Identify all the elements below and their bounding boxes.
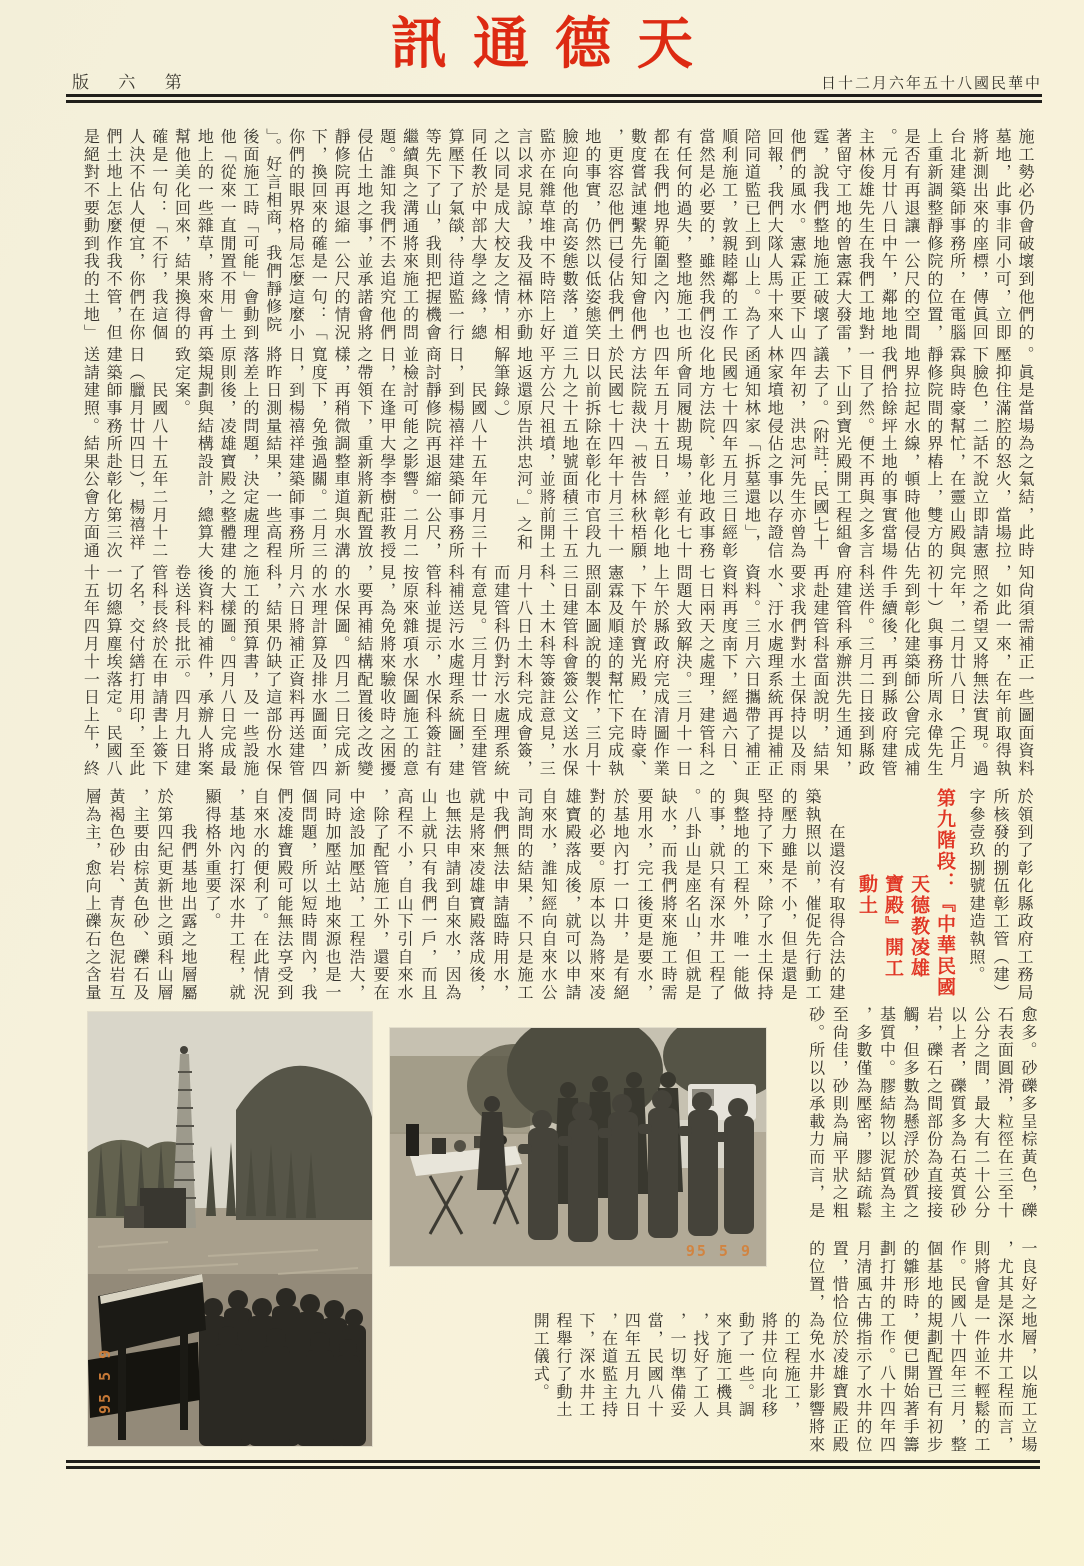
article-band-4: [76, 788, 1036, 1002]
left-photo-illustration: [88, 1012, 372, 1446]
right-photo-ceremony-prayer: [390, 1028, 766, 1266]
right-photo-illustration: [390, 1028, 766, 1266]
right-column-block-2: [804, 1240, 1040, 1454]
article-band-1: [76, 128, 1036, 342]
page-number-label: 版 六 第: [72, 73, 194, 93]
section-heading-line: 寶殿』開工: [882, 874, 904, 979]
photo-date-stamp: 95 5 9: [685, 1242, 752, 1260]
tree-mass: [236, 1066, 372, 1220]
article-band-2: [76, 346, 1036, 560]
paragraph: 一良好之地層，以施工立場，尤其是深水井工程而言，則將會是一件並不輕鬆的工作。民國八十四年三月，整個基地的規劃配置已有初步的雛形時，便已開始著手籌劃打井的工作。八十四年四月清風古佛指示了水井的位置，惜恰位於凌雄寶殿正殿的位置，為免水井影響將來: [806, 1240, 1038, 1454]
photo-date-stamp: 95 5 9: [96, 1347, 114, 1414]
paragraph: 民國八十五年元月三十日，到楊禧祥建築師事務所商討靜修院再退縮一公尺，並檢討可能之影響。二月二日，在逢甲大學李樹莊教授之帶領下，重新將新配置放樣，再稍微調整車道與水溝寬度下，免強過關。二月三日，到楊禧祥建築師事務所將昨日測量結果，一些高程落差上的問題，決定處理之原則後，凌雄寶殿之整體建築規劃與結構設計，總算大致定案。: [172, 346, 488, 560]
issue-date-label: 日十二月六年五十八國民華中: [820, 74, 1042, 92]
paragraph: 於領到了彰化縣政府工務局所核發的捌伍彰工管（建）字參壹玖捌號建造執照。: [967, 788, 1034, 1002]
paragraph: 愈多。砂礫多呈棕黃色，礫石表面圓滑，粒徑在三至十公分之間，最大有二十公分以上者，礫質多為石英質砂岩，礫石之間部份為直接接觸，但多數為懸浮於砂質之基質中。膠結物以泥質為主，多數僅為壓密，膠結疏鬆至尙佳，砂則為扁平狀之粗砂。所以以承載力而言，是: [806, 1006, 1038, 1220]
footer-divider-rule: [66, 1460, 1040, 1469]
paragraph: 施工勢必仍會破壞到他們的墓地，此事非同小可，立即將新測出來的座標，傳眞回台北建築師事務所，在電腦上重新調整靜修院的位置，是否有再退讓一公尺的空間。元月廿八日中午，鄰地地主林俊雄先生在我們工地對著留守工地的曾憲霖大發雷霆，說我們整地施工破壞了他們的風水。憲霖正要下山回報，我們大隊人馬十來人陪同道監已上到山上。為了順利施工，敦親睦鄰的工作當然是必要的，雖然我們沒有任何的過失，整地施工也都在我們地界範圍之內，也數度嘗試連繫先行知會他們，更容忍他們已侵佔我們土地的事實，仍然以低姿態笑臉迎向他的高姿態數落，道監亦在雜草堆中不時陪上好言以求見諒，我及福林亦動之以同是成大校友之情，相同任教於中部大學之緣，總算壓下了氣燄，待道監一行等先下了山，我則把握機會繼續與之溝通將來施工的問題。誰知我們不去追究他們侵佔土地之事，並承諾會將靜修院再退縮一公尺的情況下，換回來的確是一句：「你們的眼界格局怎麼這麼小」。好言相商，我們靜修院後面施工時「可能」會動到他「從來一直閒置不用」土地上的一些雜草，將來會再幫他美化回來，結果換得的確是一句：「不行，我這個人決不佔人便宜，你們在你們土地上怎麼作我不管，但是絕對不要動到我的土地」: [81, 128, 1035, 342]
left-photo-groundbreaking-site: [88, 1012, 372, 1446]
paragraph: 。眞是當場為之氣結，此時壓抑住滿腔的怒火，當場拉下臉色，二話不說立即請憲霖與時豪幫忙，在靈山殿與靜修院間的界樁上，雙方的地界拉起水線，頓時他侵佔我們拾餘坪土地的事實當場一目了然。便不再與之多言，下山到寶光殿開工程組會議去了。（附註：民國七十四年初，洪忠河先生亦曾為林家墳地侵佔之事以存證信函通知林家「拆墓還地」，民國七十四年五月三日經彰化地方法院、彰化地政事務所會同履勘現場，並有七十四年五月十五日，經彰化地方法院裁決「被告林秋梧願於民國七十四年十月三十一日以前拆除在彰化市官段九三九之十五地號面積三十五平方公尺祖墳，並將前開土地返還原告洪忠河。」之和解筆錄。）: [491, 346, 1035, 560]
section-heading-line: 動土: [856, 874, 878, 916]
header-divider-rule: [66, 94, 1042, 103]
section-heading-stage-nine: [854, 788, 958, 1002]
newspaper-title: 訊通德天: [391, 11, 719, 77]
paragraph: 知尙須需補正一些圖面資料，如此一來，在年前取得執照之希望又將無法實現。過完年，二月廿八日，（正月初十）與事務所周永偉先生先到彰化建築師公會完成補件手續後，再到縣政府建管科送件。三月二日接到縣政府建管科承辦洪先生通知，再赴建管科當面說明，結果要求我們對水土保持以及雨水、汙水處理系統再提補正資料。三月六日攜帶了補正資料再度南下，經過六日、七日兩天之處理，建管科之問題大致解決。三月十一日上午於縣政府完成清圖作業，下午於寶光殿，在時豪、憲霖及順達的幫忙下完成執照副本圖說的製作，三月十三日建管科會簽公文送水保科、土木科等簽註意見，三月十八日土木科完成會簽，而建管科仍對污水處理系統有意見。三月廿一日至建管科補送污水處理系統圖，建管科並提示，水保科簽註有按原來雜項水保圖施工的意見，為免將來驗收時之困擾，要再補結構配置後之改變的水保圖。四月二日完成新的水理計算及排水圖面，四月六日將補正資料再送建管科，結果仍缺了這部份水保施工的預算書，及一些設施的大樣圖。四月八日完成最後資料的補件，承辦人將案卷送科長批示。四月九日建管科長終於在申請書上簽下了名，交付繕打用印，至此一切總算塵埃落定。民國八十五年四月十一日上午，終: [81, 564, 1035, 778]
below-photo-text-block: [528, 1312, 802, 1422]
article-band-3: [76, 564, 1036, 778]
paragraph: 的工程施工，將井位向北移動了一些。調來了施工機具，找好了工人，一切準備妥當，民國八十四年五月九日，在道監主持下，深水井工程舉行了動土開工儀式。: [531, 1312, 801, 1419]
right-column-block-1: [804, 1006, 1040, 1220]
section-heading-line: 天德教凌雄: [908, 874, 930, 979]
masthead-wrap: [0, 11, 1084, 77]
paragraph: 我們基地出露之地層屬於第四紀更新世之頭科山層，主要由棕黃色砂、礫石及黃褐色砂岩、青灰色泥岩互層為主，愈向上礫石之含量: [83, 788, 198, 1002]
paragraph: 民國八十五年二月十二日（臘月廿四日），楊禧祥建築師事務所赴彰化第三次送請建照。結果公會方面通: [81, 346, 169, 560]
section-heading-line: 第九階段：『中華民國: [934, 788, 956, 998]
paragraph: 在還沒有取得合法的建築執照以前，催促先行動工的壓力雖是不小，但是還是堅持了下來，除了水土保持與整地的工程外，唯一能做的事，就只有深水井工程了。八卦山是座名山，但就是缺水，而我們將來施工時需要用水，完工後更是要水，於基地內打一口井，是有絕對的必要。原本以為將來凌雄寶殿落成後，就可以申請自來水，誰知經向自來水公司詢問的結果，不只是施工中我們無法申請臨時用水，就是將來凌雄寶殿落成後，也無法申請到自來水，因為山上就只有我們一戶，而且高程不小，自山下引自來水，除了配管施工外，還要在中途設加壓站，工程浩大，同時加壓站土地來源也是一個問題，所以短時間內，我們凌雄寶殿可能無法享受到自來水的便利了。在此情況，基地內打深水井工程，就顯得格外重要了。: [203, 788, 846, 1002]
